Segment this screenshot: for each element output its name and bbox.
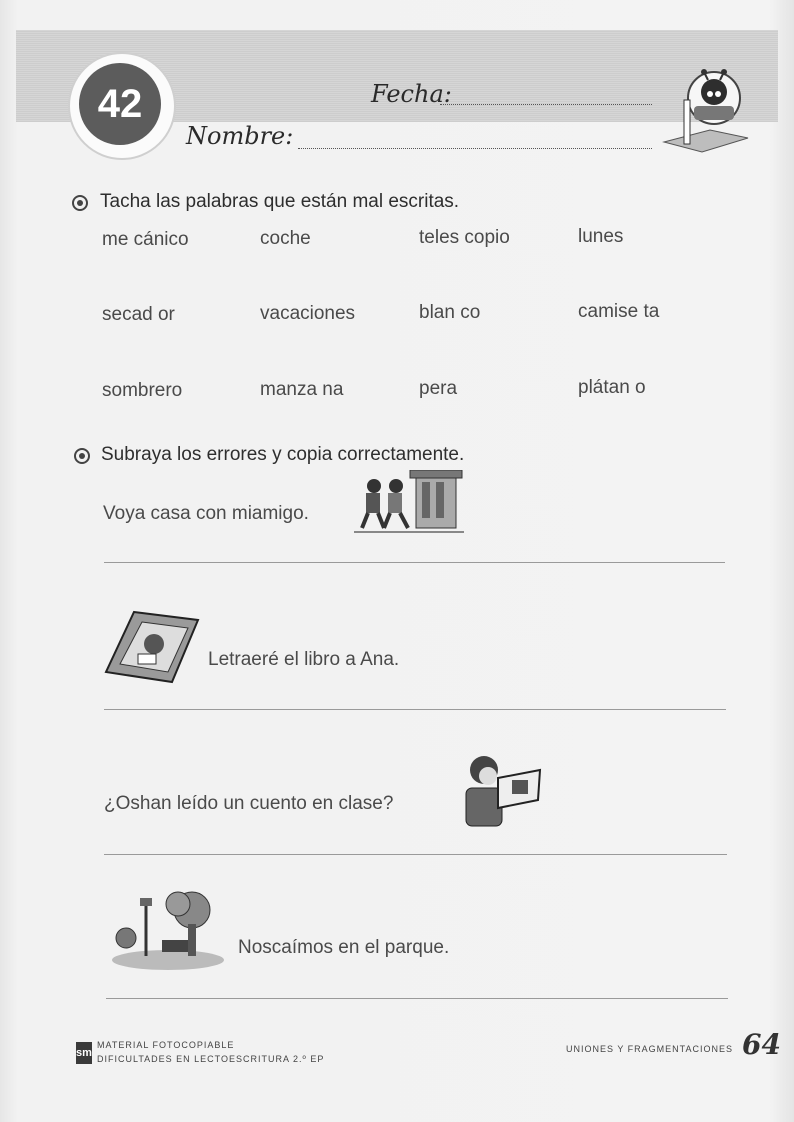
- answer-line-3[interactable]: [104, 854, 727, 855]
- word-item[interactable]: camise ta: [578, 301, 660, 322]
- nombre-field[interactable]: [298, 148, 652, 149]
- bullet-icon: [74, 448, 90, 464]
- page-number: 64: [742, 1028, 781, 1061]
- sentence-4[interactable]: Noscaímos en el parque.: [238, 937, 450, 958]
- fecha-field[interactable]: [440, 104, 652, 105]
- answer-line-2[interactable]: [104, 709, 726, 710]
- publisher-logo: sm: [76, 1042, 92, 1064]
- word-item[interactable]: coche: [260, 228, 311, 249]
- child-reading-icon: [660, 64, 752, 156]
- word-item[interactable]: pera: [419, 378, 458, 399]
- sentence-1[interactable]: Voya casa con miamigo.: [103, 503, 309, 524]
- exercise1-instruction: Tacha las palabras que están mal escritas.: [100, 191, 460, 212]
- footer-line2: DIFICULTADES EN LECTOESCRITURA 2.º EP: [97, 1054, 325, 1064]
- footer-line1: MATERIAL FOTOCOPIABLE: [97, 1040, 235, 1050]
- answer-line-4[interactable]: [106, 998, 728, 999]
- word-item[interactable]: sombrero: [102, 380, 183, 401]
- walking-kids-illustration: [354, 470, 466, 536]
- word-item[interactable]: lunes: [578, 226, 624, 247]
- nombre-label: Nombre:: [186, 122, 294, 150]
- footer-section: UNIONES Y FRAGMENTACIONES: [566, 1044, 734, 1054]
- word-item[interactable]: blan co: [419, 302, 481, 323]
- exercise2-instruction: Subraya los errores y copia correctamente.: [101, 444, 465, 465]
- word-item[interactable]: teles copio: [419, 227, 510, 248]
- sentence-2[interactable]: Letraeré el libro a Ana.: [208, 649, 400, 670]
- book-illustration: [104, 610, 200, 684]
- word-item[interactable]: secad or: [102, 304, 175, 325]
- word-item[interactable]: vacaciones: [260, 303, 356, 324]
- park-illustration: [108, 890, 226, 972]
- bullet-icon: [72, 195, 88, 211]
- word-item[interactable]: manza na: [260, 379, 344, 400]
- answer-line-1[interactable]: [104, 562, 725, 563]
- word-item[interactable]: me cánico: [102, 229, 189, 250]
- word-item[interactable]: plátan o: [578, 377, 646, 398]
- reading-child-illustration: [458, 748, 544, 830]
- sentence-3[interactable]: ¿Oshan leído un cuento en clase?: [104, 793, 394, 814]
- worksheet-number: 42: [97, 82, 143, 126]
- fecha-label: Fecha:: [371, 80, 452, 108]
